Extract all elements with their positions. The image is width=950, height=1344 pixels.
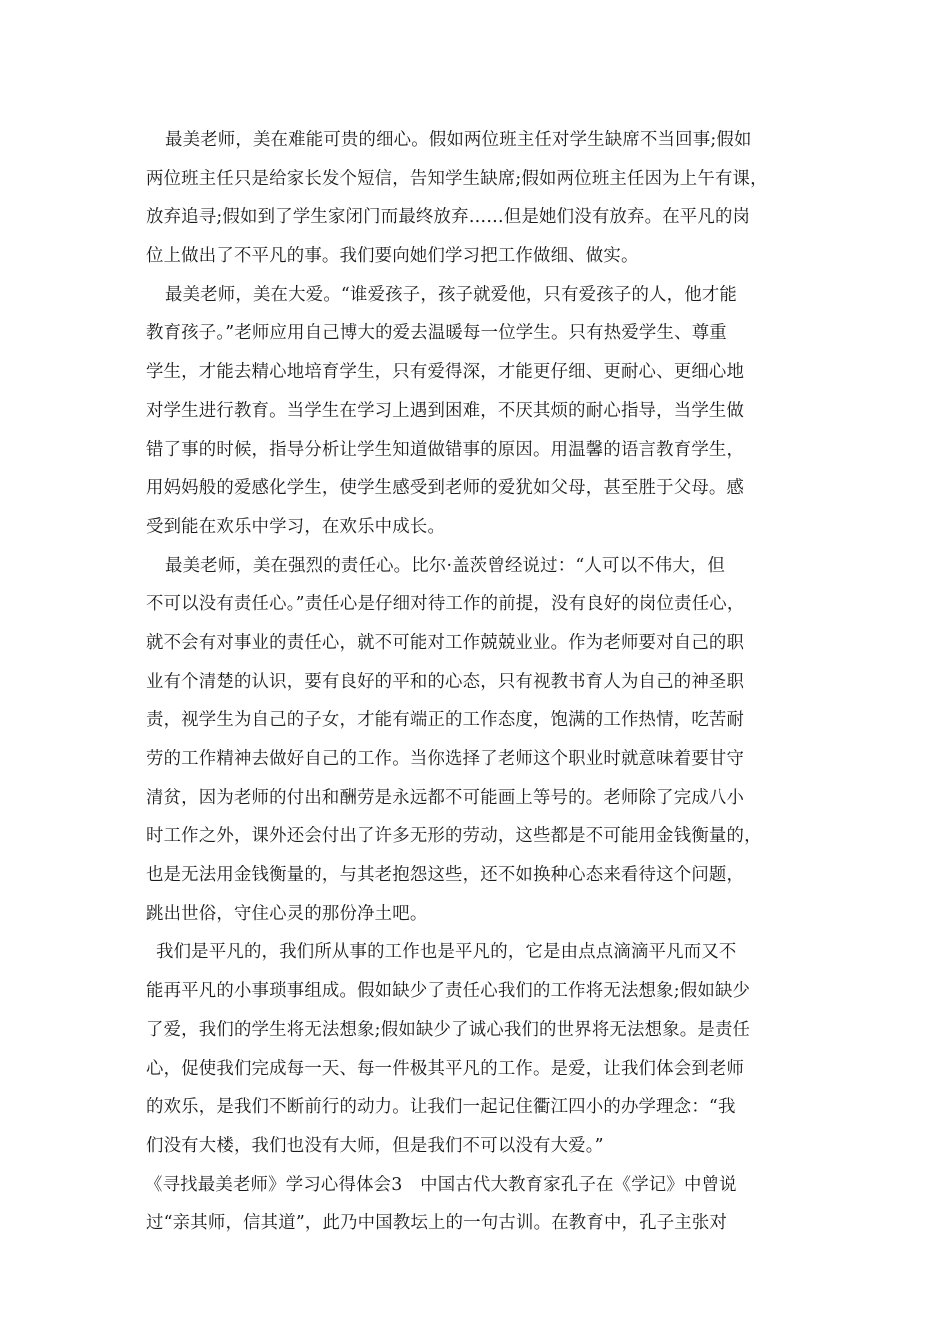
paragraph-ordinary (146, 933, 816, 1165)
text-line: 能再平凡的小事琐事组成。假如缺少了责任心我们的工作将无法想象;假如缺少 (146, 981, 751, 1002)
text-line: 位上做出了不平凡的事。我们要向她们学习把工作做细、做实。 (146, 246, 639, 267)
text-line: 过“亲其师，信其道”，此乃中国教坛上的一句古训。在教育中，孔子主张对 (146, 1213, 728, 1234)
text-line: 的欢乐，是我们不断前行的动力。让我们一起记住衢江四小的办学理念：“我 (146, 1097, 736, 1118)
text-line: 最美老师，美在强烈的责任心。比尔·盖茨曾经说过：“人可以不伟大，但 (165, 555, 726, 576)
text-line: 时工作之外，课外还会付出了许多无形的劳动，这些都是不可能用金钱衡量的， (146, 826, 762, 847)
text-line: 们没有大楼，我们也没有大师，但是我们不可以没有大爱。” (146, 1135, 604, 1156)
paragraph-love (146, 276, 816, 547)
text-line: 教育孩子。”老师应用自己博大的爱去温暖每一位学生。只有热爱学生、尊重 (146, 323, 727, 344)
document-body (146, 121, 816, 1243)
text-line: 跳出世俗，守住心灵的那份净土吧。 (146, 903, 428, 924)
text-line: 放弃追寻;假如到了学生家闭门而最终放弃……但是她们没有放弃。在平凡的岗 (146, 207, 751, 228)
text-line: 责，视学生为自己的子女，才能有端正的工作态度，饱满的工作热情，吃苦耐 (146, 710, 745, 731)
text-line: 用妈妈般的爱感化学生，使学生感受到老师的爱犹如父母，甚至胜于父母。感 (146, 478, 745, 499)
text-line: 就不会有对事业的责任心，就不可能对工作兢兢业业。作为老师要对自己的职 (146, 632, 745, 653)
paragraph-careful (146, 121, 816, 276)
text-line: 学生，才能去精心地培育学生，只有爱得深，才能更仔细、更耐心、更细心地 (146, 362, 745, 383)
text-line: 也是无法用金钱衡量的，与其老抱怨这些，还不如换种心态来看待这个问题， (146, 865, 745, 886)
text-line: 心，促使我们完成每一天、每一件极其平凡的工作。是爱，让我们体会到老师 (146, 1058, 745, 1079)
text-line: 了爱，我们的学生将无法想象;假如缺少了诚心我们的世界将无法想象。是责任 (146, 1019, 751, 1040)
paragraph-responsibility (146, 547, 816, 934)
text-line: 最美老师，美在大爱。“谁爱孩子，孩子就爱他，只有爱孩子的人，他才能 (165, 284, 737, 305)
text-line: 错了事的时候，指导分析让学生知道做错事的原因。用温馨的语言教育学生， (146, 439, 745, 460)
text-line: 我们是平凡的，我们所从事的工作也是平凡的，它是由点点滴滴平凡而又不 (156, 942, 737, 963)
text-line: 最美老师，美在难能可贵的细心。假如两位班主任对学生缺席不当回事;假如 (165, 130, 752, 150)
text-line: 不可以没有责任心。”责任心是仔细对待工作的前提，没有良好的岗位责任心， (146, 594, 745, 615)
text-line: 清贫，因为老师的付出和酬劳是永远都不可能画上等号的。老师除了完成八小 (146, 787, 745, 808)
text-line: 《寻找最美老师》学习心得体会3 中国古代大教育家孔子在《学记》中曾说 (145, 1174, 737, 1195)
text-line: 受到能在欢乐中学习，在欢乐中成长。 (146, 516, 446, 537)
text-line: 业有个清楚的认识，要有良好的平和的心态，只有视教书育人为自己的神圣职 (146, 671, 745, 692)
text-line: 劳的工作精神去做好自己的工作。当你选择了老师这个职业时就意味着要甘守 (146, 749, 745, 769)
text-line: 两位班主任只是给家长发个短信，告知学生缺席;假如两位班主任因为上午有课， (146, 168, 768, 189)
text-line: 对学生进行教育。当学生在学习上遇到困难，不厌其烦的耐心指导，当学生做 (146, 400, 745, 421)
paragraph-essay-3 (146, 1166, 816, 1243)
